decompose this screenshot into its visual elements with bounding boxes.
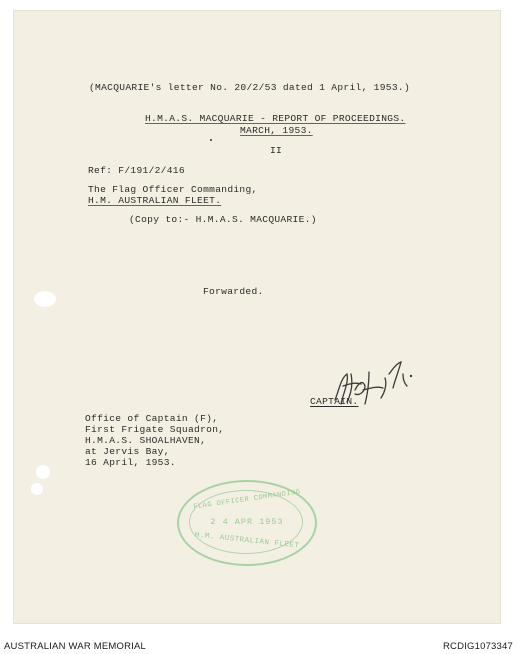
punch-hole [36,465,50,479]
sender-line-3: H.M.A.S. SHOALHAVEN, [85,435,207,446]
report-title: H.M.A.S. MACQUARIE - REPORT OF PROCEEDINGS. [145,113,406,124]
ink-dot [210,139,212,141]
addressee-line-2: H.M. AUSTRALIAN FLEET. [88,195,222,206]
received-stamp [177,480,317,566]
reference-number: Ref: F/191/2/416 [88,165,185,176]
sender-line-5: 16 April, 1953. [85,457,176,468]
sender-line-4: at Jervis Bay, [85,446,170,457]
sender-line-2: First Frigate Squadron, [85,424,225,435]
forwarded-text: Forwarded. [203,286,264,297]
captain-title: CAPTAIN. [310,396,359,407]
copy-to: (Copy to:- H.M.A.S. MACQUARIE.) [129,214,317,225]
stamp-bottom-text: H.M. AUSTRALIAN FLEET [194,531,300,551]
punch-hole [31,483,43,495]
punch-hole [34,291,56,307]
stamp-date: 2 4 APR 1953 [210,517,284,527]
footer-right: RCDIG1073347 [443,641,513,652]
addressee-line-1: The Flag Officer Commanding, [88,184,258,195]
letter-reference: (MACQUARIE's letter No. 20/2/53 dated 1 April, 1953.) [89,82,411,93]
sender-line-1: Office of Captain (F), [85,413,219,424]
report-month: MARCH, 1953. [240,125,313,136]
section-number: II [270,145,283,156]
footer-left: AUSTRALIAN WAR MEMORIAL [4,641,147,652]
stamp-top-text: FLAG OFFICER COMMANDING [192,488,302,512]
